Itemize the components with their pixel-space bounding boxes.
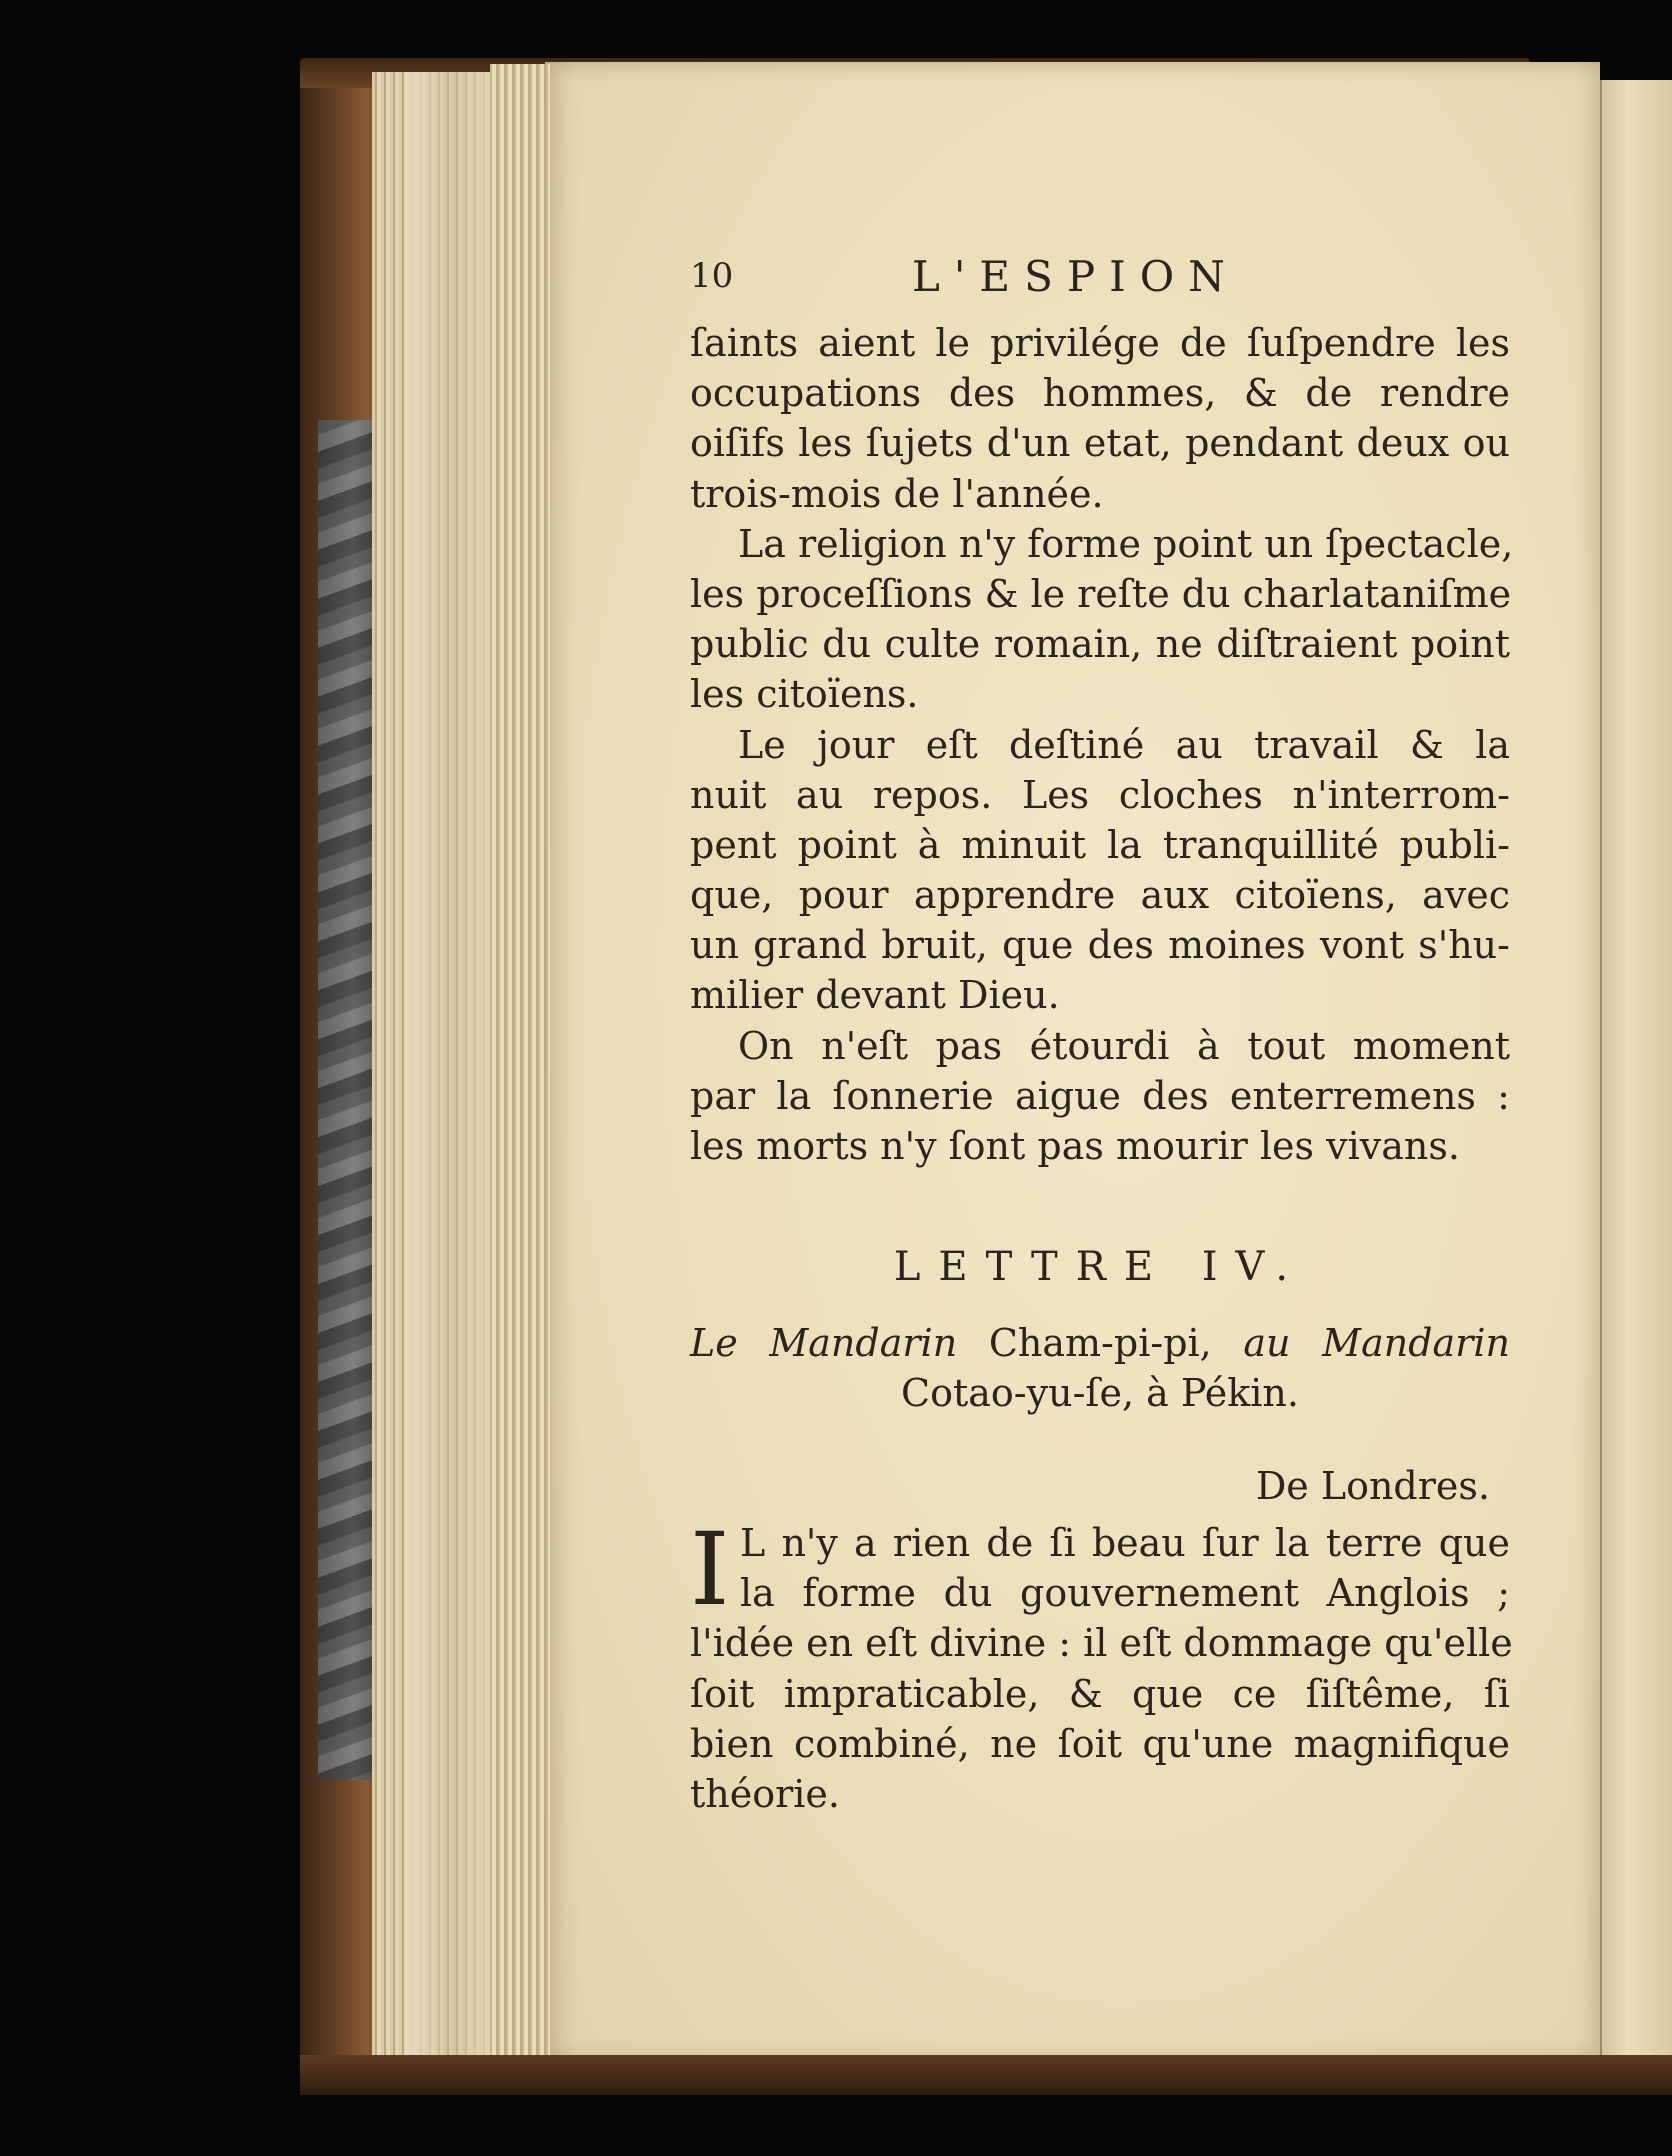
to-title: au Mandarin (1243, 1321, 1510, 1365)
text-line: occupations des hommes, & de rendre (690, 371, 1510, 416)
text-line: ſoit impraticable, & que ce ſiſtême, ſi (690, 1671, 1510, 1716)
text-line: public du culte romain, ne diſtraient point (690, 622, 1510, 667)
text-line: milier devant Dieu. (690, 973, 1060, 1018)
running-title: L'ESPION (912, 252, 1239, 301)
text-line: par la ſonnerie aigue des enterremens : (690, 1073, 1510, 1118)
text-line: nuit au repos. Les cloches n'interrom- (690, 772, 1510, 817)
text-line: théorie. (690, 1771, 840, 1816)
dateline: De Londres. (1255, 1464, 1490, 1508)
drop-cap: I (690, 1511, 730, 1628)
page-gutter (490, 64, 550, 2062)
text-line: bien combiné, ne ſoit qu'une magnifique (690, 1721, 1510, 1766)
to-name: Cotao-yu-ſe, à Pékin. (901, 1371, 1299, 1415)
body-text (690, 318, 1514, 1171)
from-name: Cham-pi-pi, (988, 1321, 1212, 1365)
facing-page-edge (1598, 80, 1672, 2058)
from-title: Le Mandarin (690, 1321, 958, 1365)
text-line: les citoïens. (690, 672, 919, 717)
page-edge-shade (406, 72, 496, 2062)
letter-body (690, 1511, 1513, 1819)
text-line: ſaints aient le privilége de ſuſpendre les (690, 321, 1510, 365)
text-line: trois-mois de l'année. (690, 471, 1104, 516)
text-line: que, pour apprendre aux citoïens, avec (690, 873, 1510, 918)
running-head (690, 252, 1510, 304)
salutation-line-1 (690, 1318, 1510, 1368)
text-line: L n'y a rien de ſi beau ſur la terre que (740, 1521, 1510, 1565)
text-line: oiſifs les ſujets d'un etat, pendant deux ou (690, 421, 1510, 466)
text-line: un grand bruit, que des moines vont s'hu- (690, 923, 1510, 968)
text-line: l'idée en eſt divine : il eſt dommage qu'elle (690, 1621, 1513, 1666)
text-line: les proceſſions & le reſte du charlataniſme (690, 571, 1512, 616)
text-line: pent point à minuit la tranquillité publi- (690, 822, 1510, 867)
text-line: la forme du gouvernement Anglois ; (740, 1571, 1510, 1616)
text-line: La religion n'y forme point un ſpectacle, (738, 521, 1514, 566)
text-line: les morts n'y ſont pas mourir les vivans. (690, 1124, 1460, 1168)
letter-salutation (690, 1318, 1510, 1418)
text-line: On n'eſt pas étourdi à tout moment (738, 1023, 1510, 1068)
page-number: 10 (690, 256, 734, 296)
text-line: Le jour eſt deſtiné au travail & la (738, 722, 1510, 767)
cover-bottom-edge (300, 2055, 1672, 2095)
letter-heading: LETTRE IV. (893, 1244, 1307, 1290)
